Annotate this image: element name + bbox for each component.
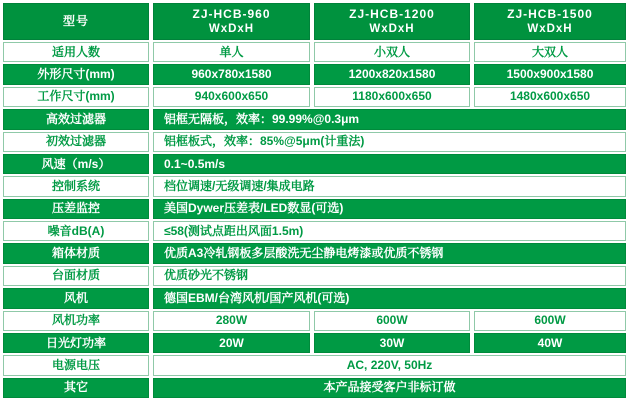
row-label: 台面材质 [3,266,149,286]
data-cell: 大双人 [474,42,626,62]
row-label: 初效过滤器 [3,132,149,152]
model-name: ZJ-HCB-960 [192,6,271,21]
header-cell-model [314,3,470,40]
span-cell: 德国EBM/台湾风机/国产风机(可选) [153,288,626,308]
span-cell: 档位调速/无级调速/集成电路 [153,176,626,196]
model-dimension-caption: WxDxH [527,22,573,35]
data-cell: 30W [314,333,470,353]
row-label: 适用人数 [3,42,149,62]
data-cell: 600W [314,311,470,331]
data-cell: 960x780x1580 [153,64,310,84]
row-label: 压差监控 [3,199,149,219]
span-cell: 美国Dywer压差表/LED数显(可选) [153,199,626,219]
data-cell: 940x600x650 [153,87,310,107]
row-label: 日光灯功率 [3,333,149,353]
row-label: 噪音dB(A) [3,221,149,241]
data-cell: 20W [153,333,310,353]
row-label: 高效过滤器 [3,109,149,129]
span-cell: 优质砂光不锈钢 [153,266,626,286]
span-cell: 0.1~0.5m/s [153,154,626,174]
span-cell: 铝框无隔板，效率：99.99%@0.3μm [153,109,626,129]
data-cell: 600W [474,311,626,331]
data-cell: 小双人 [314,42,470,62]
model-dimension-caption: WxDxH [369,22,415,35]
data-cell: 1200x820x1580 [314,64,470,84]
span-cell: 优质A3冷轧钢板多层酸洗无尘静电烤漆或优质不锈钢 [153,243,626,263]
data-cell: 40W [474,333,626,353]
data-cell: 1180x600x650 [314,87,470,107]
span-cell: ≤58(测试点距出风面1.5m) [153,221,626,241]
row-label: 其它 [3,378,149,398]
row-label: 工作尺寸(mm) [3,87,149,107]
data-cell: 280W [153,311,310,331]
header-cell-model [474,3,626,40]
row-label: 外形尺寸(mm) [3,64,149,84]
row-label: 风机 [3,288,149,308]
model-name: ZJ-HCB-1200 [349,6,435,21]
row-label: 风机功率 [3,311,149,331]
data-cell: 1500x900x1580 [474,64,626,84]
span-cell: 铝框板式，效率：85%@5μm(计重法) [153,132,626,152]
header-model-label: 型号 [3,3,149,40]
row-label: 电源电压 [3,355,149,375]
span-cell: 本产品接受客户非标订做 [153,378,626,398]
model-name: ZJ-HCB-1500 [507,6,593,21]
row-label: 控制系统 [3,176,149,196]
model-dimension-caption: WxDxH [208,22,255,35]
span-cell: AC, 220V, 50Hz [153,355,626,375]
row-label: 箱体材质 [3,243,149,263]
row-label: 风速（m/s） [3,154,149,174]
data-cell: 单人 [153,42,310,62]
header-cell-model [153,3,310,40]
data-cell: 1480x600x650 [474,87,626,107]
